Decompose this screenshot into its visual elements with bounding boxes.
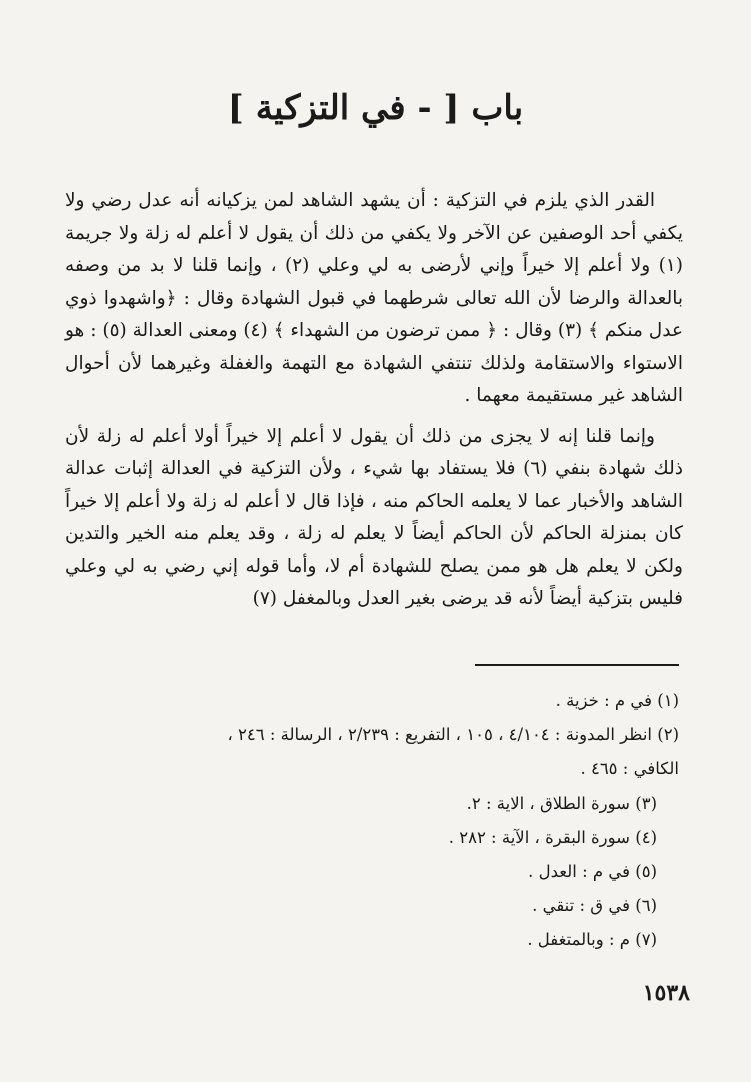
main-text: [65, 185, 683, 616]
paragraph: القدر الذي يلزم في التزكية : أن يشهد الشاهد لمن يزكيانه أنه عدل رضي ولا يكفي أحد الوصفين عن الآخر ولا يكفي من ذلك أن يقول لا أعلم له زلة ولا جريمة (١) ولا أعلم إلا خيراً وإني لأرضى به لي وعلي (٢) ، وإنما قلنا لا بد من وصفه بالعدالة والرضا لأن الله تعالى شرطهما في قبول الشهادة وقال : ﴿واشهدوا ذوي عدل منكم ﴾ (٣) وقال : ﴿ ممن ترضون من الشهداء ﴾ (٤) ومعنى العدالة (٥) : هو الاستواء والاستقامة ولذلك تنتفي الشهادة مع التهمة والغفلة وغيرهما لأن أحوال الشاهد غير مستقيمة معهما .: [65, 190, 683, 406]
footnote: (٤) سورة البقرة ، الآية : ٢٨٢ .: [448, 827, 657, 847]
footnote: (٣) سورة الطلاق ، الاية : ٢.: [466, 793, 657, 813]
footnote: (٦) في ق : تنقي .: [532, 896, 657, 916]
footnote-continuation: الكافي : ٤٦٥ .: [580, 759, 679, 779]
page-number-wrap: [0, 980, 690, 1006]
page-number: ١٥٣٨: [642, 980, 690, 1006]
chapter-title: باب [ - في التزكية ]: [227, 88, 524, 128]
footnote: (٢) انظر المدونة : ٤/١٠٤ ، ١٠٥ ، التفريع : ٢/٢٣٩ ، الرسالة : ٢٤٦ ،: [227, 725, 679, 745]
footnote: (٧) م : وبالمتغفل .: [527, 930, 657, 950]
footnote: (١) في م : خزية .: [555, 691, 679, 710]
footnote: (٥) في م : العدل .: [528, 862, 657, 882]
footnotes: [67, 684, 679, 958]
paragraph: وإنما قلنا إنه لا يجزى من ذلك أن يقول لا أعلم إلا خيراً أولا أعلم له زلة لأن ذلك شهادة بنفي (٦) فلا يستفاد بها شيء ، ولأن التزكية في العدالة إثبات عدالة الشاهد والأخبار عما لا يعلمه الحاكم منه ، فإذا قال لا أعلم له زلة ولا أعلم إلا خيراً كان بمنزلة الحاكم لأن الحاكم أيضاً لا يعلم له زلة ، وقد يعلم منه الخير والتدين ولكن لا يعلم هل هو ممن يصلح للشهادة أم لا، وأما قوله إني رضي به لي وعلي فليس بتزكية أيضاً لأنه قد يرضى بغير العدل وبالمغفل (٧): [65, 425, 684, 609]
footnote-divider: [475, 664, 679, 666]
